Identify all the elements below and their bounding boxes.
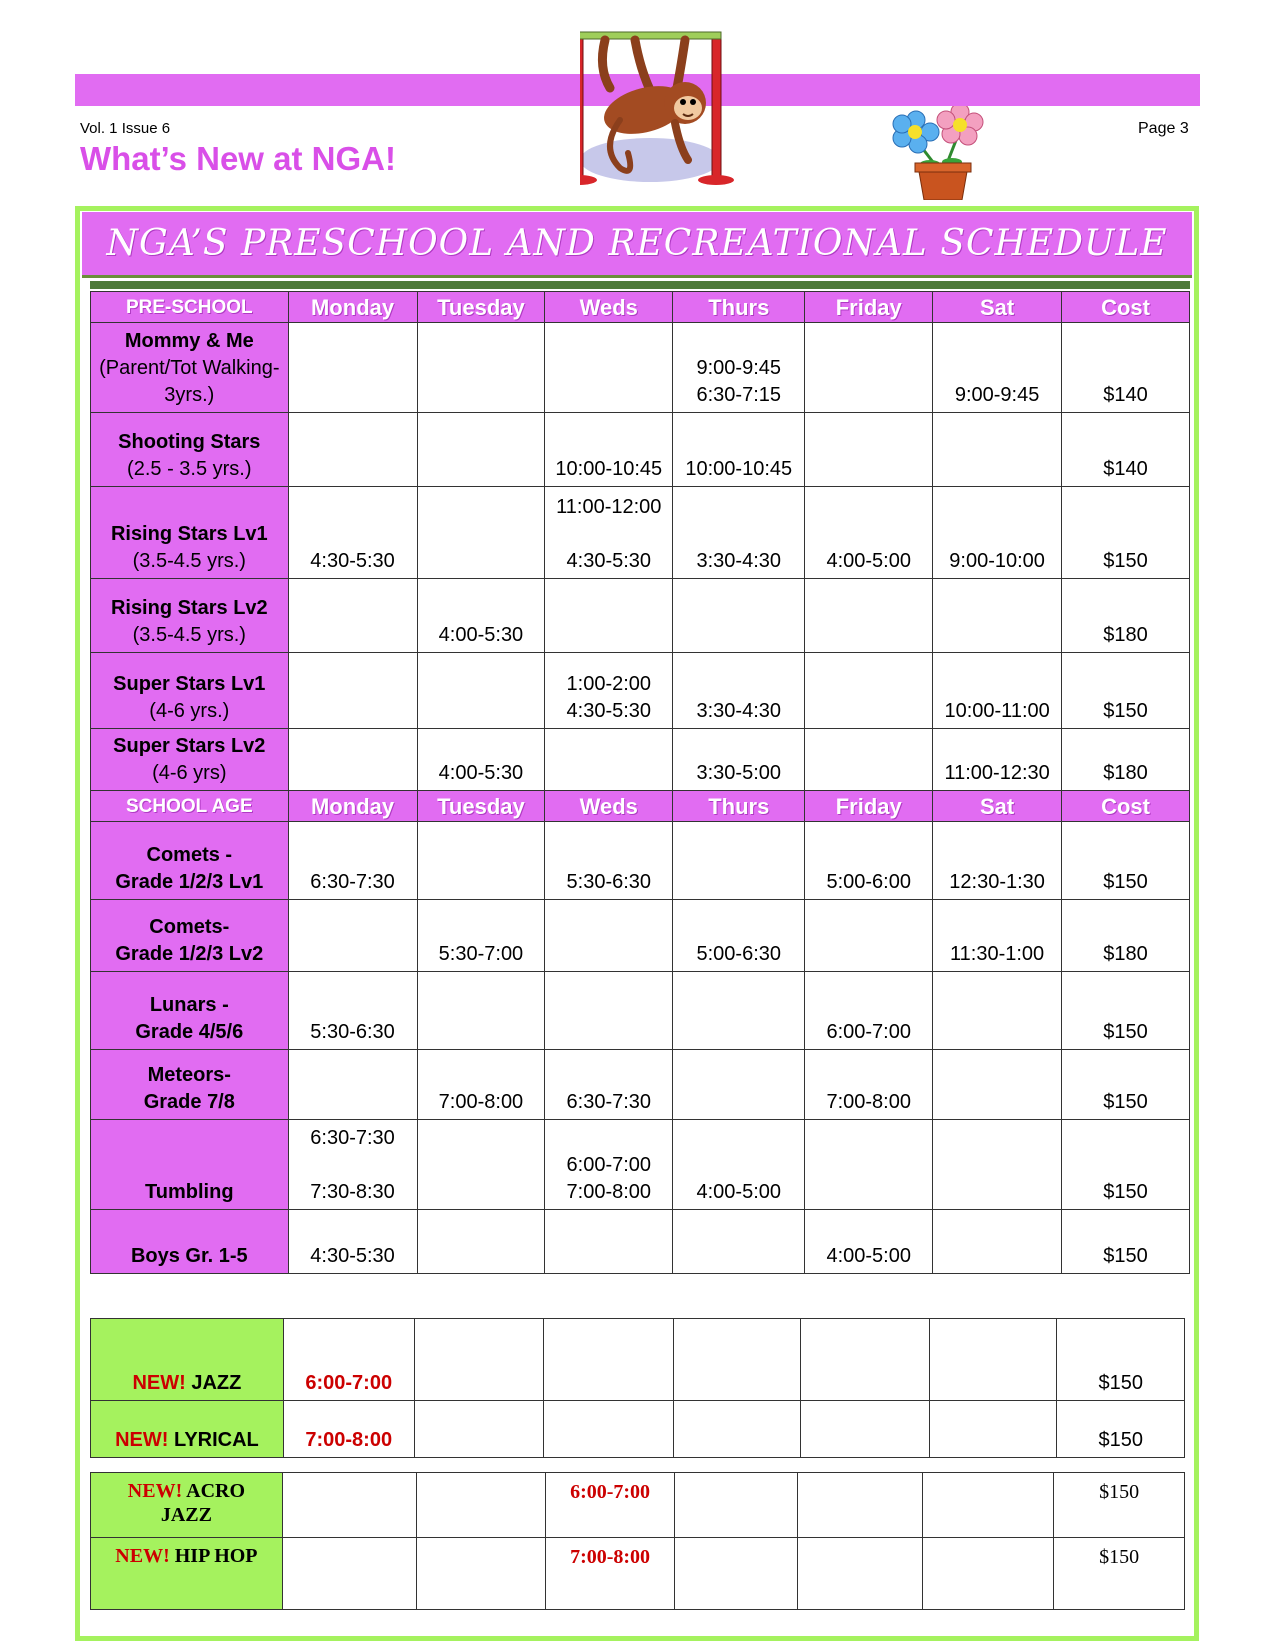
column-header: Friday (805, 791, 933, 822)
new-badge: NEW! (115, 1545, 170, 1567)
class-row (91, 323, 1190, 413)
time-cell (674, 1538, 797, 1610)
time-value: 6:00-7:00 7:00-8:00 (566, 1154, 652, 1203)
time-cell (933, 323, 1062, 413)
time-cell (417, 822, 545, 900)
cost-cell (1062, 413, 1190, 487)
class-row (91, 413, 1190, 487)
new-classes-table (90, 1318, 1185, 1458)
time-value: 1:00-2:00 4:30-5:30 (566, 673, 652, 722)
class-name-cell (91, 323, 289, 413)
time-cell (673, 413, 805, 487)
time-cell (673, 323, 805, 413)
time-cell (414, 1401, 544, 1458)
class-name: Shooting Stars (118, 431, 261, 453)
cost-cell (1062, 729, 1190, 791)
time-value: 4:30-5:30 (310, 550, 395, 572)
class-age-range: (4-6 yrs.) (149, 700, 230, 722)
column-header: Tuesday (417, 292, 545, 323)
time-value: 11:30-1:00 (950, 943, 1045, 965)
time-cell (288, 900, 417, 972)
class-name: Super Stars Lv1 (113, 673, 266, 695)
class-name: Rising Stars Lv1 (110, 523, 268, 545)
class-row (91, 1050, 1190, 1120)
class-name: Tumbling (145, 1181, 234, 1203)
time-value: 9:00-9:45 6:30-7:15 (696, 357, 782, 406)
new-class-name: JAZZ (185, 1372, 242, 1394)
time-value: 5:30-6:30 (310, 1021, 395, 1043)
time-cell (545, 487, 673, 579)
class-row (91, 487, 1190, 579)
time-cell (805, 579, 933, 653)
cost-cell (1054, 1538, 1185, 1610)
page-number: Page 3 (1138, 120, 1189, 137)
class-name-cell (91, 487, 289, 579)
time-cell (673, 1050, 805, 1120)
cost-value: $180 (1103, 624, 1148, 646)
time-cell (414, 1319, 544, 1401)
cost-value: $150 (1103, 871, 1148, 893)
schoolage-header-row (91, 791, 1190, 822)
cost-value: $140 (1103, 384, 1148, 406)
time-value: 7:00-8:00 (438, 1091, 524, 1113)
time-cell (922, 1473, 1054, 1538)
time-cell (933, 653, 1062, 729)
time-cell (545, 900, 673, 972)
schedule-banner (82, 212, 1192, 278)
column-header: Sat (933, 791, 1062, 822)
class-name-cell (91, 822, 289, 900)
time-value: 7:00-8:00 (305, 1429, 393, 1451)
time-cell (545, 1050, 673, 1120)
newsletter-title: What’s New at NGA! (80, 140, 396, 177)
class-name: Meteors- Grade 7/8 (143, 1064, 235, 1113)
time-value: 10:00-11:00 (944, 700, 1050, 722)
class-name-cell (91, 1210, 289, 1274)
time-cell (805, 487, 933, 579)
class-row (91, 1120, 1190, 1210)
time-cell (545, 1210, 673, 1274)
time-cell (288, 1210, 417, 1274)
time-value: 6:00-7:00 (305, 1372, 393, 1394)
time-cell (933, 487, 1062, 579)
time-value: 11:00-12:00 4:30-5:30 (556, 496, 662, 572)
class-name-cell (91, 579, 289, 653)
cost-value: $150 (1103, 1021, 1148, 1043)
time-value: 6:30-7:30 (310, 871, 395, 893)
monkey-on-bar-icon (580, 28, 770, 198)
time-value: 4:00-5:30 (438, 624, 524, 646)
time-cell (545, 729, 673, 791)
time-value: 5:30-6:30 (566, 871, 652, 893)
time-cell (805, 323, 933, 413)
class-name-cell (91, 900, 289, 972)
time-cell (933, 1210, 1062, 1274)
time-value: 4:00-5:00 (826, 1245, 911, 1267)
schedule-table (90, 291, 1190, 1274)
cost-value: $150 (1098, 1372, 1143, 1394)
time-value: 5:30-7:00 (438, 943, 524, 965)
time-cell (417, 487, 545, 579)
time-cell (933, 1120, 1062, 1210)
cost-value: $150 (1098, 1429, 1143, 1451)
time-cell (933, 822, 1062, 900)
cost-cell (1062, 579, 1190, 653)
time-cell (929, 1401, 1057, 1458)
time-value: 3:30-4:30 (696, 700, 782, 722)
time-value: 4:00-5:30 (438, 762, 524, 784)
time-cell (288, 653, 417, 729)
new-class-name-cell (91, 1401, 284, 1458)
time-cell (416, 1538, 546, 1610)
time-cell (288, 579, 417, 653)
column-header: Cost (1062, 791, 1190, 822)
cost-value: $150 (1099, 1546, 1140, 1568)
time-cell (933, 900, 1062, 972)
time-cell (288, 1050, 417, 1120)
time-cell (933, 972, 1062, 1050)
time-cell (798, 1538, 922, 1610)
time-cell (922, 1538, 1054, 1610)
cost-value: $140 (1103, 458, 1148, 480)
new-badge: NEW! (115, 1429, 169, 1451)
time-cell (417, 1050, 545, 1120)
time-cell (288, 972, 417, 1050)
new-class-row (91, 1538, 1185, 1610)
time-cell (805, 1050, 933, 1120)
time-value: 10:00-10:45 (555, 458, 663, 480)
new-classes-serif-table (90, 1472, 1185, 1610)
time-value: 7:00-8:00 (826, 1091, 911, 1113)
column-header: Friday (805, 292, 933, 323)
time-cell (801, 1319, 930, 1401)
time-value: 12:30-1:30 (949, 871, 1045, 893)
time-value: 4:00-5:00 (696, 1181, 782, 1203)
time-cell (805, 900, 933, 972)
class-name: Rising Stars Lv2 (110, 597, 268, 619)
time-cell (544, 1401, 674, 1458)
time-cell (283, 1319, 414, 1401)
column-header: Monday (288, 791, 417, 822)
class-row (91, 900, 1190, 972)
preschool-header-row (91, 292, 1190, 323)
time-cell (545, 822, 673, 900)
cost-cell (1062, 900, 1190, 972)
time-cell (801, 1401, 930, 1458)
class-age-range: (3.5-4.5 yrs.) (132, 624, 246, 646)
time-value: 4:00-5:00 (826, 550, 911, 572)
cost-cell (1057, 1319, 1185, 1401)
cost-cell (1062, 1210, 1190, 1274)
new-badge: NEW! (127, 1480, 183, 1502)
cost-value: $150 (1103, 1245, 1148, 1267)
new-class-name-cell (91, 1473, 283, 1538)
time-cell (288, 413, 417, 487)
cost-value: $150 (1103, 700, 1148, 722)
cost-value: $180 (1103, 943, 1148, 965)
time-cell (546, 1538, 675, 1610)
class-row (91, 972, 1190, 1050)
time-value: 6:00-7:00 (570, 1481, 651, 1503)
class-name-cell (91, 653, 289, 729)
cost-cell (1062, 323, 1190, 413)
time-cell (933, 413, 1062, 487)
time-value: 3:30-4:30 (696, 550, 782, 572)
time-cell (929, 1319, 1057, 1401)
time-cell (283, 1401, 414, 1458)
time-cell (288, 729, 417, 791)
class-age-range: (3.5-4.5 yrs.) (132, 550, 246, 572)
time-cell (545, 972, 673, 1050)
time-cell (673, 822, 805, 900)
class-name: Lunars - Grade 4/5/6 (135, 994, 244, 1043)
column-header: SCHOOL AGE (91, 791, 289, 822)
column-header: Cost (1062, 292, 1190, 323)
time-value: 5:00-6:30 (696, 943, 782, 965)
new-class-row (91, 1473, 1185, 1538)
class-name: Comets - Grade 1/2/3 Lv1 (115, 844, 264, 893)
time-cell (545, 323, 673, 413)
volume-issue: Vol. 1 Issue 6 (80, 120, 171, 137)
time-cell (417, 1120, 545, 1210)
time-cell (282, 1473, 416, 1538)
time-cell (288, 822, 417, 900)
class-age-range: (2.5 - 3.5 yrs.) (127, 458, 252, 480)
time-cell (288, 1120, 417, 1210)
class-name: Boys Gr. 1-5 (130, 1245, 248, 1267)
time-value: 10:00-10:45 (685, 458, 793, 480)
time-cell (546, 1473, 675, 1538)
column-header: Sat (933, 292, 1062, 323)
cost-value: $150 (1099, 1481, 1140, 1503)
class-name: Mommy & Me (124, 330, 254, 352)
class-name: Comets- Grade 1/2/3 Lv2 (115, 916, 264, 965)
flower-pot-icon (888, 106, 998, 200)
column-header: Thurs (673, 791, 805, 822)
time-cell (673, 1120, 805, 1210)
new-class-row (91, 1319, 1185, 1401)
cost-cell (1062, 487, 1190, 579)
time-cell (805, 972, 933, 1050)
cost-value: $180 (1103, 762, 1148, 784)
class-row (91, 822, 1190, 900)
time-cell (288, 487, 417, 579)
column-header: Weds (545, 791, 673, 822)
time-cell (673, 1210, 805, 1274)
time-cell (933, 1050, 1062, 1120)
class-row (91, 653, 1190, 729)
cost-value: $150 (1103, 1091, 1148, 1113)
time-cell (544, 1319, 674, 1401)
cost-value: $150 (1103, 550, 1148, 572)
new-class-name-cell (91, 1538, 283, 1610)
time-cell (673, 579, 805, 653)
time-cell (288, 323, 417, 413)
time-cell (805, 413, 933, 487)
column-header: Thurs (673, 292, 805, 323)
time-cell (798, 1473, 922, 1538)
column-header: Monday (288, 292, 417, 323)
time-value: 7:00-8:00 (570, 1546, 651, 1568)
cost-cell (1057, 1401, 1185, 1458)
time-cell (417, 900, 545, 972)
time-cell (933, 579, 1062, 653)
cost-cell (1062, 1050, 1190, 1120)
time-cell (673, 487, 805, 579)
time-value: 5:00-6:00 (826, 871, 911, 893)
time-cell (673, 900, 805, 972)
class-name-cell (91, 729, 289, 791)
header-divider (90, 281, 1190, 289)
time-cell (417, 972, 545, 1050)
class-name-cell (91, 1120, 289, 1210)
time-cell (282, 1538, 416, 1610)
new-class-row (91, 1401, 1185, 1458)
time-cell (416, 1473, 546, 1538)
time-cell (673, 653, 805, 729)
time-value: 4:30-5:30 (310, 1245, 395, 1267)
class-age-range: (Parent/Tot Walking- 3yrs.) (99, 357, 280, 406)
time-cell (673, 729, 805, 791)
cost-cell (1054, 1473, 1185, 1538)
time-cell (417, 729, 545, 791)
column-header: Weds (545, 292, 673, 323)
time-cell (417, 323, 545, 413)
new-class-name-cell (91, 1319, 284, 1401)
time-cell (805, 1120, 933, 1210)
new-class-name: ACRO JAZZ (160, 1480, 246, 1526)
class-age-range: (4-6 yrs) (152, 762, 227, 784)
time-cell (805, 653, 933, 729)
time-cell (805, 729, 933, 791)
class-row (91, 1210, 1190, 1274)
time-cell (673, 1319, 801, 1401)
class-name-cell (91, 413, 289, 487)
class-name: Super Stars Lv2 (113, 735, 266, 757)
schedule-title: NGA’S PRESCHOOL AND RECREATIONAL SCHEDULE (106, 223, 1168, 264)
time-cell (673, 1401, 801, 1458)
time-cell (417, 653, 545, 729)
time-cell (545, 579, 673, 653)
time-value: 6:00-7:00 (826, 1021, 911, 1043)
new-class-name: LYRICAL (168, 1429, 259, 1451)
new-class-name: HIP HOP (169, 1545, 258, 1567)
time-cell (805, 1210, 933, 1274)
time-cell (933, 729, 1062, 791)
cost-cell (1062, 972, 1190, 1050)
class-name-cell (91, 1050, 289, 1120)
time-value: 9:00-9:45 (954, 384, 1040, 406)
time-cell (417, 1210, 545, 1274)
time-cell (545, 413, 673, 487)
time-cell (545, 1120, 673, 1210)
time-cell (417, 579, 545, 653)
time-value: 11:00-12:30 (944, 762, 1050, 784)
cost-cell (1062, 653, 1190, 729)
cost-cell (1062, 1120, 1190, 1210)
new-badge: NEW! (132, 1372, 186, 1394)
time-cell (545, 653, 673, 729)
time-cell (673, 972, 805, 1050)
time-value: 6:30-7:30 (566, 1091, 652, 1113)
column-header: PRE-SCHOOL (91, 292, 289, 323)
class-row (91, 729, 1190, 791)
time-value: 6:30-7:30 7:30-8:30 (310, 1127, 395, 1203)
class-row (91, 579, 1190, 653)
time-cell (674, 1473, 797, 1538)
column-header: Tuesday (417, 791, 545, 822)
time-value: 3:30-5:00 (696, 762, 782, 784)
cost-cell (1062, 822, 1190, 900)
cost-value: $150 (1103, 1181, 1148, 1203)
time-value: 9:00-10:00 (949, 550, 1045, 572)
class-name-cell (91, 972, 289, 1050)
time-cell (417, 413, 545, 487)
time-cell (805, 822, 933, 900)
